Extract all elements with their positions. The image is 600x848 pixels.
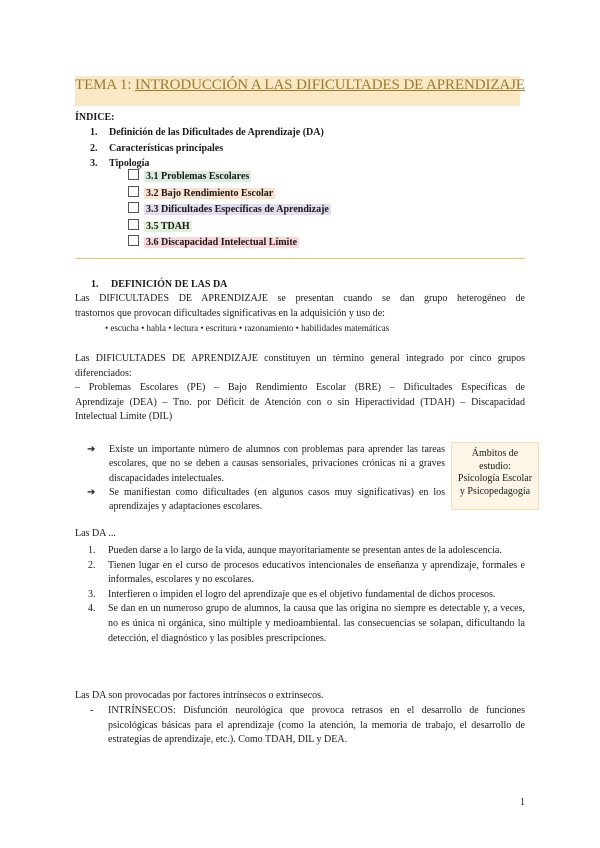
list-item-text: Tienen lugar en el curso de procesos educativos intencionales de enseñanza y aprendizaje, formales e informales, escolares y no escolares. xyxy=(108,559,525,586)
index-subitem-label: 3.1 Problemas Escolares xyxy=(146,171,250,182)
index-subitem xyxy=(128,219,331,236)
index-item-number: 1. xyxy=(90,127,98,138)
paragraph-line: Aprendizaje (DEA) – Tno. por Déficit de Atención con o sin Hiperactividad (TDAH) – Discapacidad xyxy=(75,396,525,408)
section-title: DEFINICIÓN DE LAS DA xyxy=(111,279,228,290)
list-item-text: Pueden darse a lo largo de la vida, aunque mayoritariamente se presentan antes de la adolescencia. xyxy=(108,545,502,556)
aside-line: Ámbitos de xyxy=(471,448,519,459)
paragraph-definition xyxy=(75,292,525,321)
index-heading: ÍNDICE: xyxy=(75,112,115,123)
index-sublist xyxy=(128,169,331,252)
index-item-number: 2. xyxy=(90,142,98,154)
list-item-number: 4. xyxy=(88,603,96,615)
arrow-item-text: Existe un importante número de alumnos con problemas para aprender las tareas escolares, que no se deben a causas sensoriales, privaciones crónicas ni a graves discapacidades intelectuales. xyxy=(109,444,445,484)
list-item xyxy=(88,602,525,646)
index-item-number: 3. xyxy=(90,158,98,169)
index-subitem-label: 3.5 TDAH xyxy=(146,220,190,232)
checkbox-icon[interactable] xyxy=(128,169,139,180)
title-block xyxy=(75,76,525,94)
paragraph-line: trastornos que provocan dificultades significativas en la adquisición y uso de: xyxy=(75,307,385,319)
arrow-item-text: Se manifiestan como dificultades (en algunos casos muy significativas) en los aprendizajes y adaptaciones escolares. xyxy=(109,486,445,513)
index-subitem xyxy=(128,202,331,219)
index-subitem-label: 3.6 Discapacidad Intelectual Límite xyxy=(146,237,298,248)
index-item xyxy=(90,141,324,157)
page-number: 1 xyxy=(520,797,525,808)
checkbox-icon[interactable] xyxy=(128,202,139,213)
arrow-right-icon: ➔ xyxy=(87,486,96,498)
index-list xyxy=(90,125,324,172)
paragraph-line: diferenciados: xyxy=(75,367,132,379)
title-prefix: TEMA 1: xyxy=(75,77,136,93)
title-subject: INTRODUCCIÓN A LAS DIFICULTADES DE APRENDIZAJE xyxy=(135,77,525,93)
aside-line: Psicología Escolar xyxy=(457,473,533,484)
section-heading xyxy=(91,279,227,290)
index-item-label: Definición de las Dificultades de Aprendizaje (DA) xyxy=(109,127,324,138)
list-item-number: 3. xyxy=(88,588,96,600)
index-subitem xyxy=(128,186,331,203)
list-item-text: Se dan en un numeroso grupo de alumnos, la causa que las origina no siempre es detectable y, a veces, no es única ni orgánica, sino múltiple y medioambiental. las consecuencias se solapan, dificultando la detección, el diagnóstico y las posibles prescripciones. xyxy=(108,603,525,644)
list-item-number: 2. xyxy=(88,559,96,571)
da-characteristics-list xyxy=(88,544,525,646)
list-item-text: Interfieren o impiden el logro del aprendizaje que es el objetivo fundamental de dichos procesos. xyxy=(108,588,496,600)
arrow-item xyxy=(87,443,445,486)
intrinsic-text: INTRÍNSECOS: Disfunción neurológica que provoca retrasos en el desarrollo de funciones psicológicas básicas para el aprendizaje (como la atención, la memoria de trabajo, el desarrollo de estrategias de aprendizaje, etc.). Como TDAH, DIL y DEA. xyxy=(108,705,525,746)
list-item-number: 1. xyxy=(88,545,96,556)
index-subitem xyxy=(128,235,331,252)
checkbox-icon[interactable] xyxy=(128,186,139,197)
factors-paragraph: Las DA son provocadas por factores intrínsecos o extrínsecos. xyxy=(75,690,324,701)
da-intro: Las DA ... xyxy=(75,528,116,539)
checkbox-icon[interactable] xyxy=(128,235,139,246)
aside-box-scope xyxy=(451,442,539,510)
index-subitem-label: 3.2 Bajo Rendimiento Escolar xyxy=(146,187,274,199)
intrinsic-item xyxy=(90,704,525,748)
section-divider xyxy=(75,258,525,259)
arrow-item xyxy=(87,486,445,515)
index-item xyxy=(90,125,324,141)
aside-line: estudio: xyxy=(479,460,511,472)
paragraph-group-list xyxy=(75,381,525,425)
paragraph-line: Las DIFICULTADES DE APRENDIZAJE se presentan cuando se dan grupo heterogéneo de xyxy=(75,293,525,304)
paragraph-line: Las DIFICULTADES DE APRENDIZAJE constituyen un término general integrado por cinco grupos xyxy=(75,353,525,364)
skills-bullets: • escucha • habla • lectura • escritura • razonamiento • habilidades matemáticas xyxy=(105,323,390,333)
index-subitem xyxy=(128,169,331,186)
section-number: 1. xyxy=(91,279,99,290)
list-item xyxy=(88,588,525,603)
paragraph-line: – Problemas Escolares (PE) – Bajo Rendimiento Escolar (BRE) – Dificultades Específicas de xyxy=(75,382,525,393)
arrow-right-icon: ➔ xyxy=(87,444,96,455)
index-item-label: Características principales xyxy=(109,142,224,154)
index-item-label: Tipología xyxy=(109,158,150,169)
list-item xyxy=(88,559,525,588)
paragraph-line: Intelectual Límite (DIL) xyxy=(75,411,173,422)
arrow-list xyxy=(87,443,445,514)
dash-marker: - xyxy=(90,705,94,716)
paragraph-groups xyxy=(75,352,525,381)
index-subitem-label: 3.3 Dificultades Específicas de Aprendizaje xyxy=(146,204,329,215)
list-item xyxy=(88,544,525,559)
page-title xyxy=(75,76,525,94)
aside-line: y Psicopedagogía xyxy=(459,485,531,497)
checkbox-icon[interactable] xyxy=(128,219,139,230)
